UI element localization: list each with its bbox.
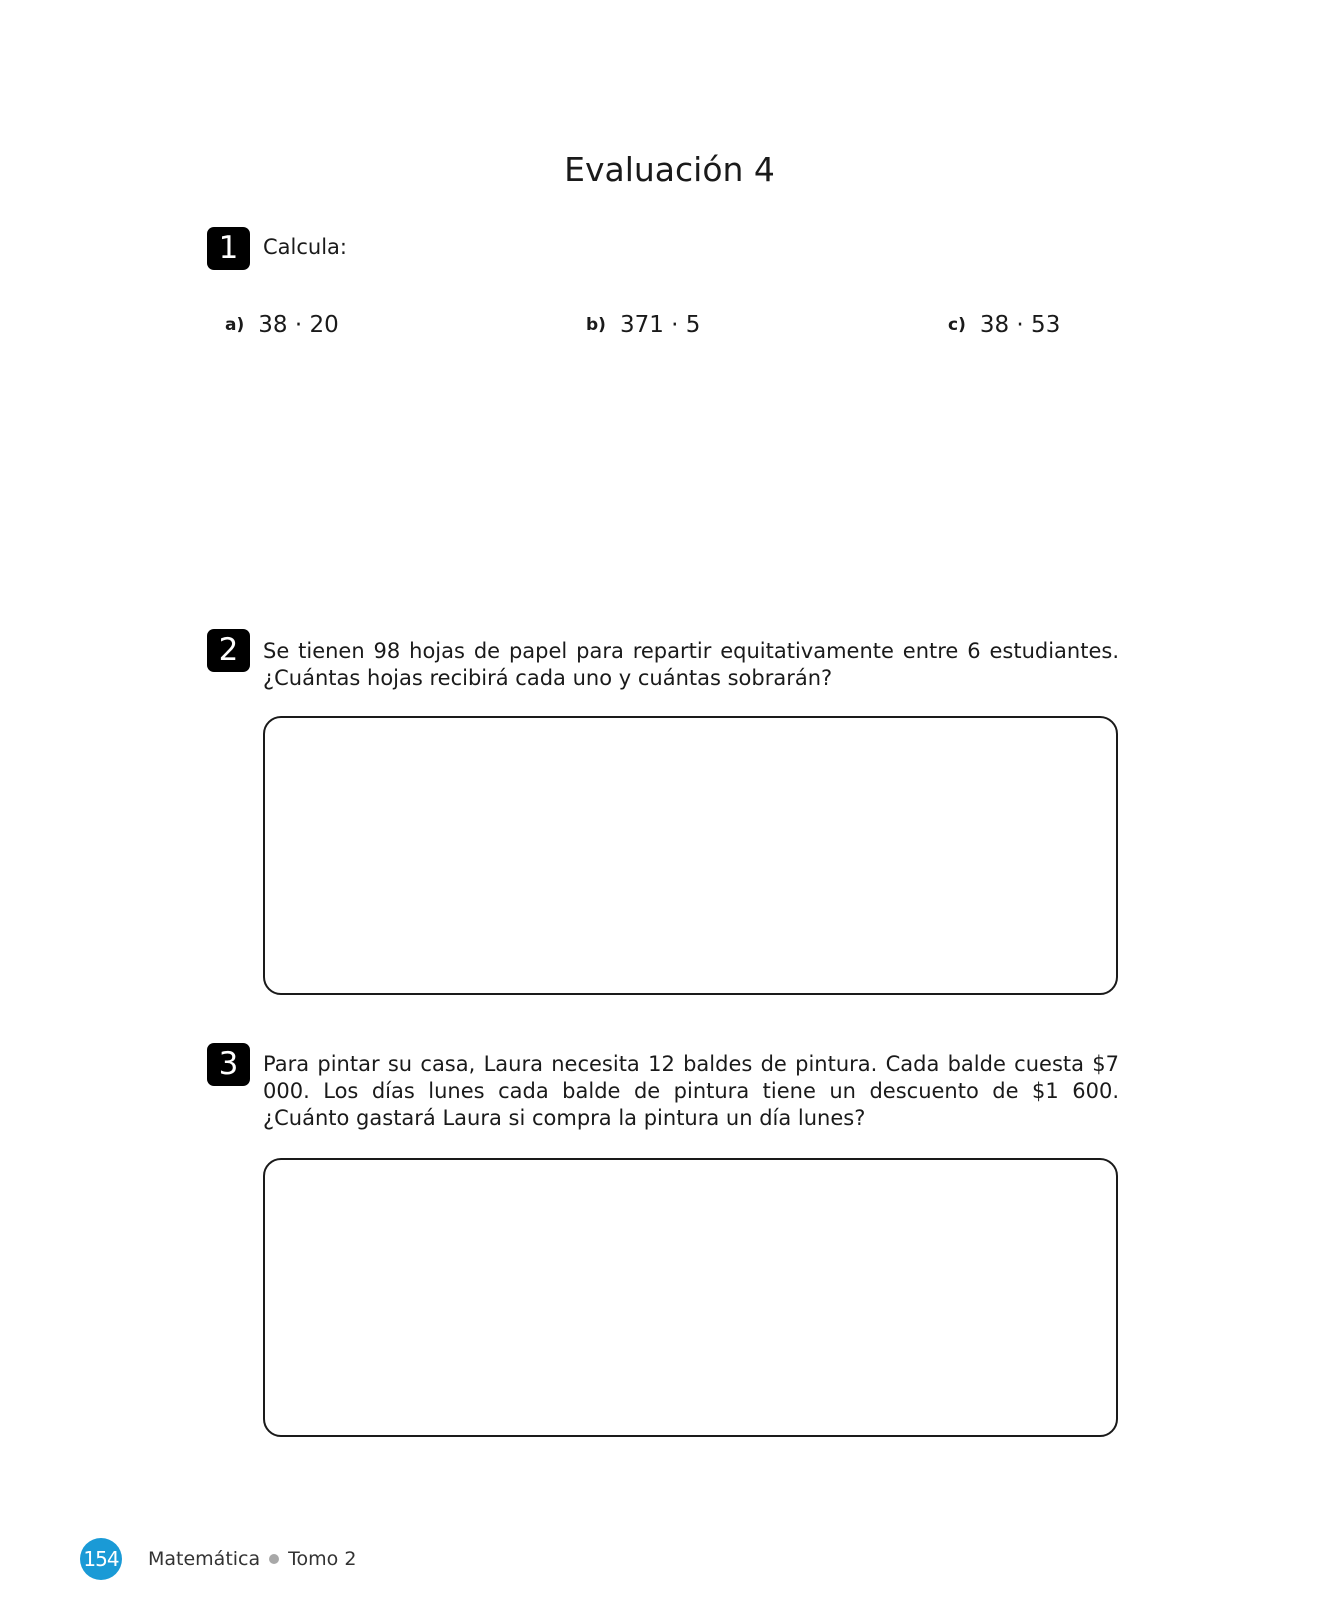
question-3-answer-box[interactable] xyxy=(263,1158,1118,1437)
question-3-number-badge: 3 xyxy=(207,1043,250,1086)
item-c-letter: c) xyxy=(948,315,966,335)
page-title: Evaluación 4 xyxy=(564,150,775,189)
question-2-text: Se tienen 98 hojas de papel para repartir equitativamente entre 6 estudiantes. ¿Cuántas hojas recibirá cada uno y cuántas sobrarán? xyxy=(263,639,1119,690)
page-footer xyxy=(80,1538,356,1580)
item-a-expression: 38 · 20 xyxy=(258,312,339,338)
footer-separator-dot-icon xyxy=(269,1554,279,1564)
item-a-letter: a) xyxy=(225,315,245,335)
question-1-number-badge: 1 xyxy=(207,227,250,270)
question-1-item-a xyxy=(225,311,339,339)
item-b-expression: 371 · 5 xyxy=(619,312,701,338)
item-c-expression: 38 · 53 xyxy=(979,312,1061,338)
footer-book-title: Matemática xyxy=(148,1548,261,1570)
question-2-answer-box[interactable] xyxy=(263,716,1118,995)
question-3-text: Para pintar su casa, Laura necesita 12 baldes de pintura. Cada balde cuesta $7 000. Los días lunes cada balde de pintura tiene un descuento de $1 600. ¿Cuánto gastará Laura si compra la pintura un día lunes? xyxy=(263,1052,1119,1130)
footer-volume: Tomo 2 xyxy=(288,1548,357,1570)
question-2-number-badge: 2 xyxy=(207,629,250,672)
question-1-text: Calcula: xyxy=(263,235,347,259)
item-b-letter: b) xyxy=(586,315,606,335)
question-1-item-b xyxy=(586,311,700,339)
question-1-item-c xyxy=(948,311,1060,339)
page-number-badge: 154 xyxy=(80,1538,122,1580)
